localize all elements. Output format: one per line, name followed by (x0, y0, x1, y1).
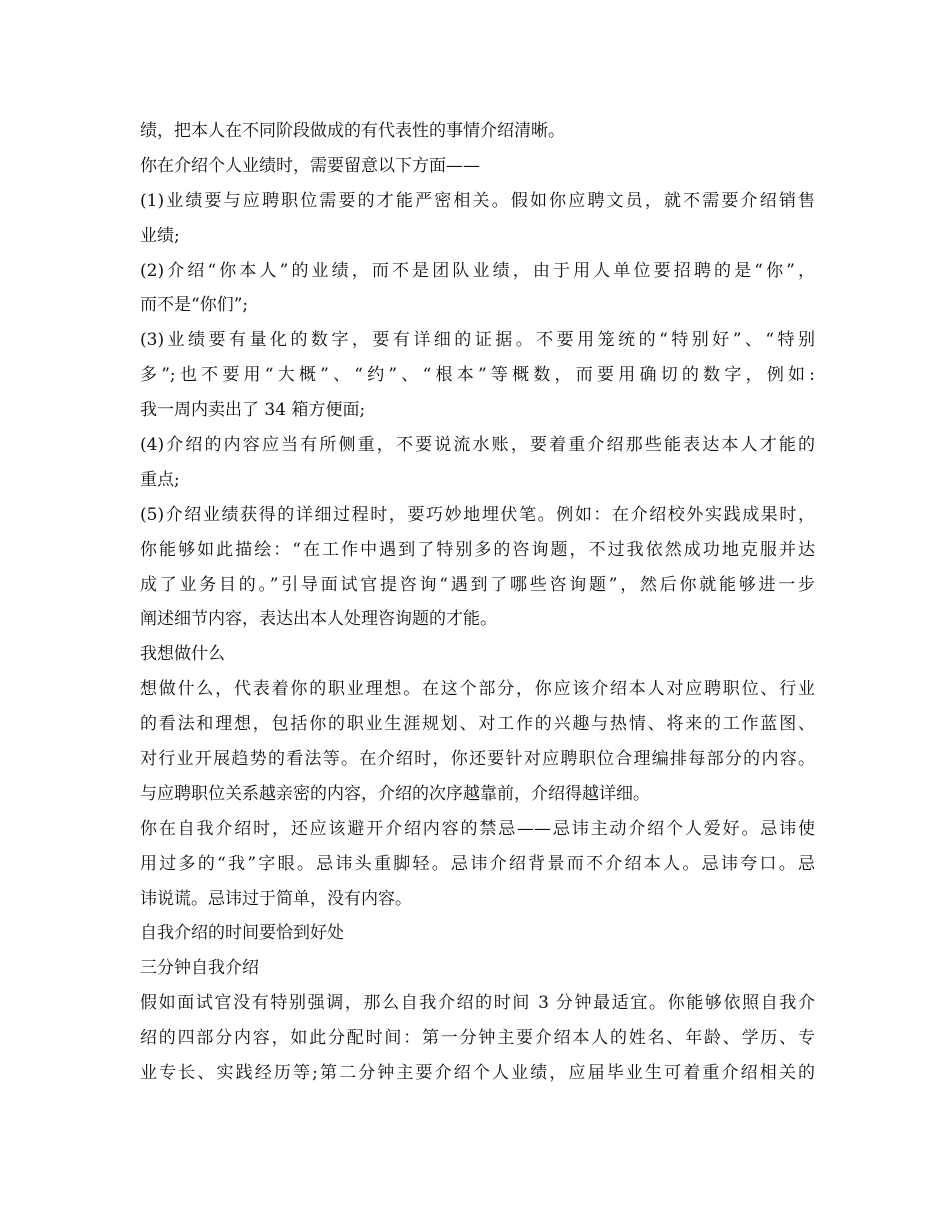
text-line: 与应聘职位关系越亲密的内容，介绍的次序越靠前，介绍得越详细。 (140, 783, 650, 804)
text-line: 想做什么，代表着你的职业理想。在这个部分，你应该介绍本人对应聘职位、行业 (140, 679, 815, 700)
text-line: (4)介绍的内容应当有所侧重，不要说流水账，要着重介绍那些能表达本人才能的 (140, 435, 815, 456)
text-line: 业专长、实践经历等;第二分钟主要介绍个人业绩，应届毕业生可着重介绍相关的 (140, 1063, 815, 1084)
text-line: 用过多的“我”字眼。忌讳头重脚轻。忌讳介绍背景而不介绍本人。忌讳夸口。忌 (140, 853, 815, 874)
text-line: 你能够如此描绘：“在工作中遇到了特别多的咨询题，不过我依然成功地克服并达 (140, 539, 815, 560)
section-heading: 自我介绍的时间要恰到好处 (140, 923, 344, 944)
text-line: (1)业绩要与应聘职位需要的才能严密相关。假如你应聘文员，就不需要介绍销售 (140, 190, 815, 211)
text-line: 的看法和理想，包括你的职业生涯规划、对工作的兴趣与热情、将来的工作蓝图、 (140, 714, 815, 735)
text-line: 业绩; (140, 225, 180, 246)
section-heading: 我想做什么 (140, 644, 225, 665)
text-line: 假如面试官没有特别强调，那么自我介绍的时间 3 分钟最适宜。你能够依照自我介 (140, 993, 815, 1014)
text-line: 对行业开展趋势的看法等。在介绍时，你还要针对应聘职位合理编排每部分的内容。 (140, 749, 815, 770)
text-line: 阐述细节内容，表达出本人处理咨询题的才能。 (140, 609, 497, 630)
section-heading: 三分钟自我介绍 (140, 958, 259, 979)
document-body (140, 114, 815, 1091)
text-line: 重点; (140, 469, 180, 490)
text-line: 你在自我介绍时，还应该避开介绍内容的禁忌——忌讳主动介绍个人爱好。忌讳使 (140, 818, 815, 839)
text-line: (3)业绩要有量化的数字，要有详细的证据。不要用笼统的“特别好”、“特别 (140, 330, 815, 351)
text-line: 你在介绍个人业绩时，需要留意以下方面—— (140, 155, 480, 176)
text-line: 而不是“你们”; (140, 295, 249, 316)
text-line: 多”;也不要用“大概”、“约”、“根本”等概数，而要用确切的数字，例如: (140, 365, 815, 386)
text-line: 绩，把本人在不同阶段做成的有代表性的事情介绍清晰。 (140, 121, 565, 141)
text-line: 讳说谎。忌讳过于简单，没有内容。 (140, 888, 412, 909)
text-line: 我一周内卖出了 34 箱方便面; (140, 400, 366, 421)
text-line: 成了业务目的。”引导面试官提咨询“遇到了哪些咨询题”，然后你就能够进一步 (140, 574, 815, 595)
text-line: (2)介绍“你本人”的业绩，而不是团队业绩，由于用人单位要招聘的是“你”， (140, 260, 815, 281)
text-line: 绍的四部分内容，如此分配时间：第一分钟主要介绍本人的姓名、年龄、学历、专 (140, 1028, 815, 1049)
text-line: (5)介绍业绩获得的详细过程时，要巧妙地埋伏笔。例如：在介绍校外实践成果时， (140, 504, 815, 525)
